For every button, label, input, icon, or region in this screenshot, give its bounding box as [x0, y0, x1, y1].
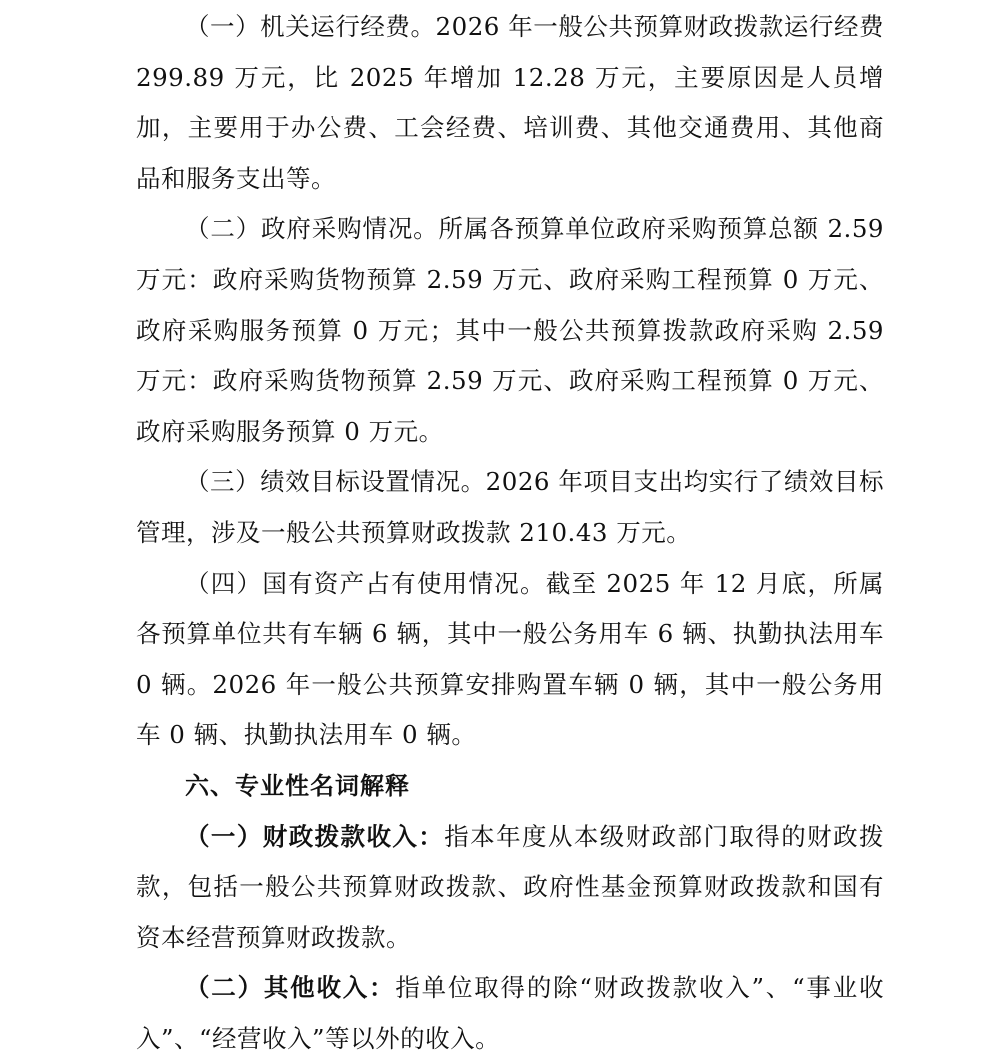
- term-label: （一）财政拨款收入：: [185, 821, 445, 851]
- paragraph-performance-targets: [136, 457, 884, 558]
- paragraph-lead: （三）绩效目标设置情况。: [185, 467, 486, 497]
- term-other-income: [136, 963, 884, 1064]
- paragraph-body: 截至 2025 年 12 月底，所属各预算单位共有车辆 6 辆，其中一般公务用车 6 辆、执勤执法用车 0 辆。2026 年一般公共预算安排购置车辆 0 辆，其中一般公务用车 0 辆、执勤执法用车 0 辆。: [136, 568, 885, 750]
- paragraph-body: 2026 年项目支出均实行了绩效目标管理，涉及一般公共预算财政拨款 210.43 万元。: [136, 467, 885, 547]
- paragraph-lead: （一）机关运行经费。: [185, 12, 436, 41]
- paragraph-operating-expenses: [136, 2, 884, 204]
- term-definition: 指单位取得的除“财政拨款收入”、“事业收入”、“经营收入”等以外的收入。: [136, 973, 885, 1053]
- paragraph-lead: （四）国有资产占有使用情况。: [185, 568, 546, 598]
- paragraph-government-procurement: [136, 204, 884, 457]
- paragraph-state-assets: [136, 559, 884, 761]
- document-page: [136, 0, 884, 1064]
- term-label: （二）其他收入：: [185, 973, 396, 1003]
- term-definition: 指本年度从本级财政部门取得的财政拨款，包括一般公共预算财政拨款、政府性基金预算财政拨款和国有资本经营预算财政拨款。: [136, 821, 885, 952]
- paragraph-body: 所属各预算单位政府采购预算总额 2.59 万元：政府采购货物预算 2.59 万元、政府采购工程预算 0 万元、政府采购服务预算 0 万元；其中一般公共预算拨款政府采购 2.59 万元：政府采购货物预算 2.59 万元、政府采购工程预算 0 万元、政府采购服务预算 0 万元。: [136, 214, 885, 446]
- section-title-terminology: 六、专业性名词解释: [185, 771, 410, 800]
- term-fiscal-appropriation-income: [136, 812, 884, 964]
- paragraph-lead: （二）政府采购情况。: [185, 214, 439, 244]
- paragraph-body: 2026 年一般公共预算财政拨款运行经费 299.89 万元，比 2025 年增加 12.28 万元，主要原因是人员增加，主要用于办公费、工会经费、培训费、其他交通费用、其他商品和服务支出等。: [136, 12, 884, 193]
